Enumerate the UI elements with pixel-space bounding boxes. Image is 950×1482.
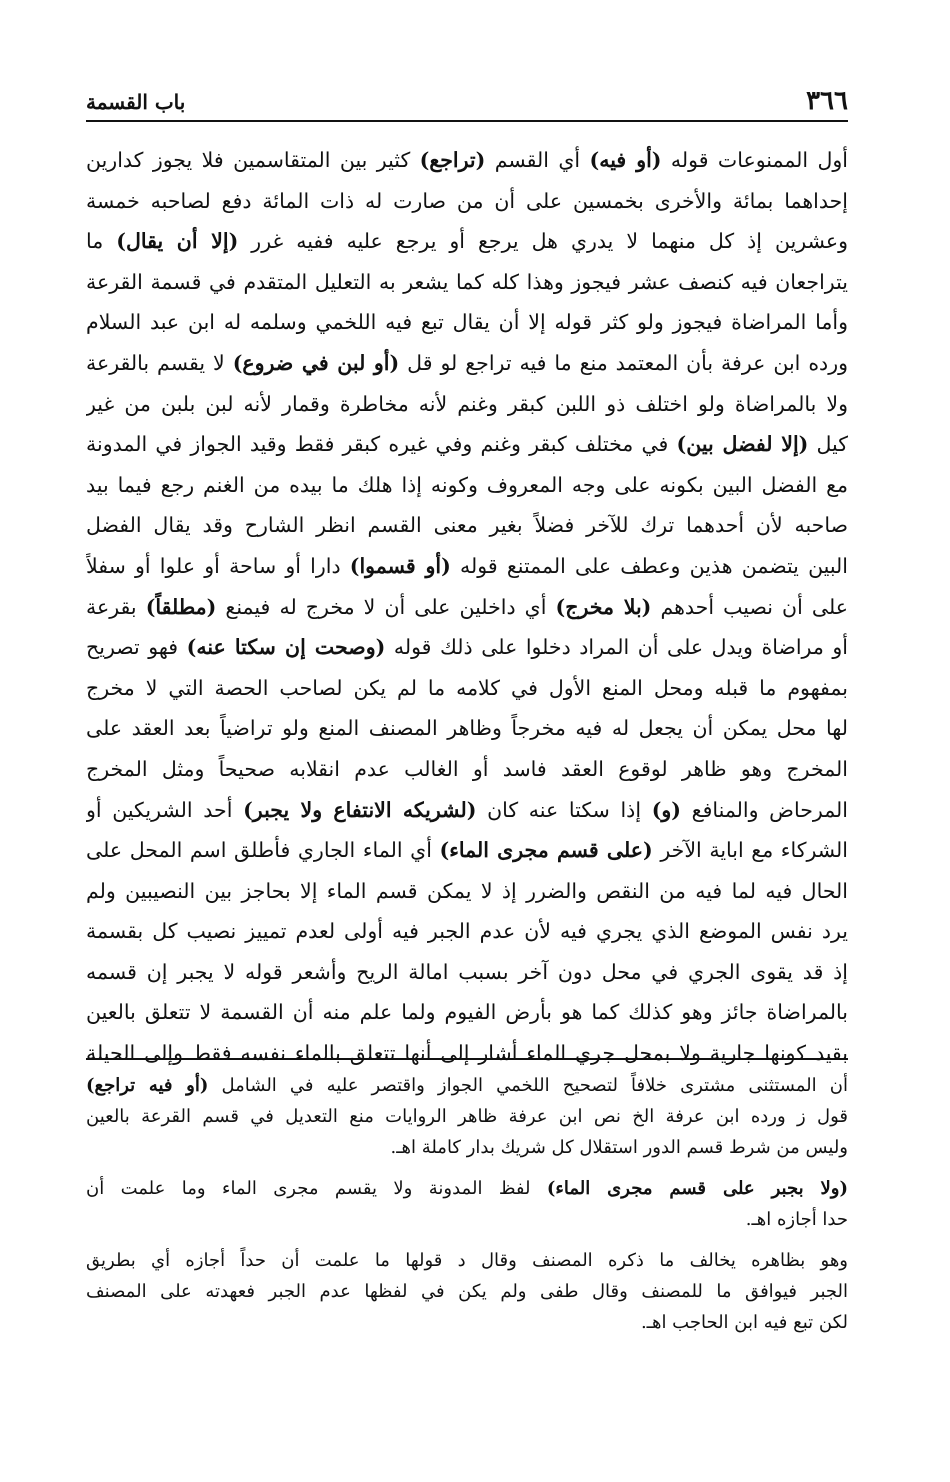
- footnotes-section: [86, 1070, 848, 1348]
- text-segment: بمفهوم ما قبله ومحل المنع الأول في كلامه ما لم يكن لصاحب الحصة التي لا مخرج: [86, 675, 848, 700]
- text-segment: صاحبه لأن أحدهما ترك للآخر فضلاً بغير معنى القسم انظر الشارح وقد يقال الفضل: [86, 513, 848, 538]
- text-segment: ما: [86, 229, 117, 254]
- text-segment: فهو تصريح: [86, 635, 187, 660]
- text-segment: أن المستثنى مشترى خلافاً لتصحيح اللخمي الجواز واقتصر عليه في الشامل: [208, 1075, 848, 1096]
- main-text-line: [86, 668, 848, 709]
- footnote-line: [86, 1204, 848, 1235]
- running-title: باب القسمة: [86, 90, 186, 114]
- text-segment: وعشرين إذ كل منهما لا يدري هل يرجع أو يرجع عليه ففيه غرر: [238, 229, 848, 254]
- text-segment: وليس من شرط قسم الدور استقلال كل شريك بدار كاملة اهـ.: [390, 1137, 848, 1158]
- text-segment: الشركاء مع اباية الآخر: [652, 838, 848, 863]
- text-segment: المخرج وهو ظاهر لوقوع العقد فاسد أو الغالب عدم انقلابه صحيحاً ومثل المخرج: [86, 756, 848, 781]
- text-segment: يرد نفس الموضع الذي يجري فيه لأن عدم الجبر فيه أولى لعدم تمييز نصيب كل بقسمة: [86, 919, 848, 944]
- footnote-paragraph: [86, 1173, 848, 1235]
- text-segment: المرحاض والمنافع: [681, 797, 848, 822]
- main-text-line: [86, 830, 848, 871]
- text-segment: يتراجعان فيه كنصف عشر فيجوز وهذا كله كما يشعر به التعليل المتقدم في قسمة القرعة: [86, 269, 848, 294]
- text-segment: أي داخلين على أن لا مخرج له فيمنع: [216, 594, 556, 619]
- main-text-line: [86, 749, 848, 790]
- footnote-line: [86, 1070, 848, 1101]
- text-segment: أول الممنوعات قوله: [661, 148, 848, 172]
- bold-matn-segment: (أو لبن في ضروع): [232, 350, 400, 375]
- text-segment: البين يتضمن هذين وعطف على الممتنع قوله: [450, 553, 848, 578]
- text-segment: أو مراضاة ويدل على أن المراد دخلوا على ذلك قوله: [385, 635, 848, 660]
- main-text-line: [86, 343, 848, 384]
- text-segment: وهو بظاهره يخالف ما ذكره المصنف وقال د قولها ما علمت أن حداً أجازه أي بطريق: [86, 1250, 848, 1271]
- bold-matn-segment: (أو قسموا): [349, 553, 451, 578]
- text-segment: وأما المراضاة فيجوز ولو كثر قوله إلا أن يقال تبع فيه اللخمي وسلمه له ابن عبد السلام: [86, 310, 848, 335]
- main-text-line: [86, 181, 848, 222]
- bold-matn-segment: (لشريكه الانتفاع ولا يجبر): [243, 797, 477, 822]
- page-header: [86, 86, 848, 122]
- bold-matn-segment: (وصحت إن سكتا عنه): [186, 635, 386, 660]
- text-segment: الجبر فيوافق ما للمصنف وقال طفى ولم يكن في لفظها عدم الجبر فعهدته على المصنف: [86, 1281, 848, 1302]
- main-text-line: [86, 790, 848, 831]
- main-text-line: [86, 1033, 848, 1074]
- text-segment: في مختلف كبقر وغنم وفي غيره كبقر فقط وقيد الجواز في المدونة: [86, 432, 677, 457]
- bold-matn-segment: (تراجع): [419, 148, 486, 172]
- text-segment: إحداهما بمائة والأخرى بخمسين على أن من صارت له ذات المائة دفع لصاحبه خمسة: [86, 188, 848, 213]
- text-segment: حدا أجازه اهـ.: [745, 1209, 848, 1230]
- text-segment: بقيد كونها جارية ولا بمحل جري الماء أشار إلى أنها تتعلق بالماء نفسه فقط وإلى الحيلة: [86, 1041, 848, 1066]
- footnote-line: [86, 1245, 848, 1276]
- text-segment: بقرعة: [86, 594, 146, 619]
- text-segment: ولا بالمراضاة ولو اختلف ذو اللبن كبقر وغنم لأنه مخاطرة وقمار لأنه لبن بلبن من غير: [86, 391, 848, 416]
- main-text-line: [86, 546, 848, 587]
- main-text-body: [86, 140, 848, 1074]
- main-text-line: [86, 627, 848, 668]
- bold-matn-segment: (أو فيه تراجع): [86, 1075, 209, 1096]
- bold-matn-segment: (على قسم مجرى الماء): [439, 838, 653, 863]
- footnote-line: [86, 1173, 848, 1204]
- footnote-paragraph: [86, 1070, 848, 1163]
- main-text-line: [86, 952, 848, 993]
- text-segment: ورده ابن عرفة بأن المعتمد منع ما فيه تراجع لو قل: [399, 350, 848, 375]
- main-text-line: [86, 992, 848, 1033]
- main-text-line: [86, 465, 848, 506]
- bold-matn-segment: (مطلقاً): [145, 594, 217, 619]
- footnote-line: [86, 1101, 848, 1132]
- page-number: ٣٦٦: [806, 86, 848, 116]
- bold-matn-segment: (ولا بجبر على قسم مجرى الماء): [546, 1178, 848, 1199]
- text-segment: كيل: [808, 432, 848, 457]
- text-segment: على أن نصيب أحدهم: [651, 594, 848, 619]
- footnote-line: [86, 1276, 848, 1307]
- main-text-line: [86, 140, 848, 181]
- footnote-paragraph: [86, 1245, 848, 1338]
- main-text-line: [86, 708, 848, 749]
- main-text-line: [86, 221, 848, 262]
- main-text-line: [86, 384, 848, 425]
- text-segment: بالمراضاة جائز وهو كذلك كما هو بأرض الفيوم ولما علم منه أن القسمة لا تتعلق بالعين: [86, 1000, 848, 1025]
- bold-matn-segment: (إلا أن يقال): [116, 229, 239, 254]
- footnote-line: [86, 1307, 848, 1338]
- text-segment: الحال فيه لما فيه من النقص والضرر إذ لا يمكن قسم الماء إلا بحاجز بين النصيبين ولم: [86, 878, 848, 903]
- text-segment: إذ قد يقوى الجري في محل دون آخر بسبب امالة الريح وأشعر قوله لا يجبر إن قسمه: [86, 959, 848, 984]
- footnote-divider: [86, 1058, 848, 1060]
- main-text-line: [86, 911, 848, 952]
- text-segment: دارا أو ساحة أو علوا أو سفلاً: [86, 553, 350, 578]
- main-text-line: [86, 262, 848, 303]
- bold-matn-segment: (أو فيه): [589, 148, 662, 172]
- main-text-line: [86, 871, 848, 912]
- main-text-line: [86, 587, 848, 628]
- text-segment: أي الماء الجاري فأطلق اسم المحل على: [86, 838, 440, 863]
- footnote-line: [86, 1132, 848, 1163]
- bold-matn-segment: (و): [651, 797, 681, 822]
- bold-matn-segment: (إلا لفضل بين): [676, 432, 809, 457]
- bold-matn-segment: (بلا مخرج): [555, 594, 652, 619]
- text-segment: لها محل يمكن أن يجعل له فيه مخرجاً وظاهر المصنف المنع ولو تراضياً بعد العقد على: [86, 716, 848, 741]
- main-text-line: [86, 505, 848, 546]
- text-segment: مع الفضل البين بكونه على وجه المعروف وكونه إذا هلك ما بيده من الغنم رجع فيما بيد: [86, 472, 848, 497]
- main-text-line: [86, 302, 848, 343]
- text-segment: أحد الشريكين أو: [86, 797, 244, 822]
- main-text-line: [86, 424, 848, 465]
- text-segment: كثير بين المتقاسمين فلا يجوز كدارين: [86, 148, 420, 172]
- text-segment: إذا سكتا عنه كان: [476, 797, 652, 822]
- text-segment: قول ز ورده ابن عرفة الخ نص ابن عرفة ظاهر الروايات منع التعديل في قسم القرعة بالعين: [86, 1106, 848, 1127]
- text-segment: لفظ المدونة ولا يقسم مجرى الماء وما علمت أن: [86, 1178, 547, 1199]
- text-segment: لا يقسم بالقرعة: [86, 350, 233, 375]
- text-segment: أي القسم: [485, 148, 590, 172]
- text-segment: لكن تبع فيه ابن الحاجب اهـ.: [640, 1312, 848, 1333]
